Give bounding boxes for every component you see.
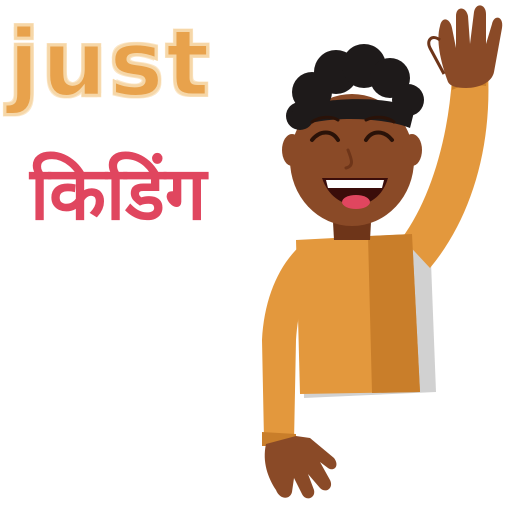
caption-hindi: किडिंग xyxy=(30,151,207,237)
raised-hand-icon xyxy=(429,5,503,88)
hair xyxy=(286,44,424,130)
shirt xyxy=(296,234,420,394)
lowered-hand-icon xyxy=(265,436,337,498)
caption-english: just xyxy=(8,10,212,117)
